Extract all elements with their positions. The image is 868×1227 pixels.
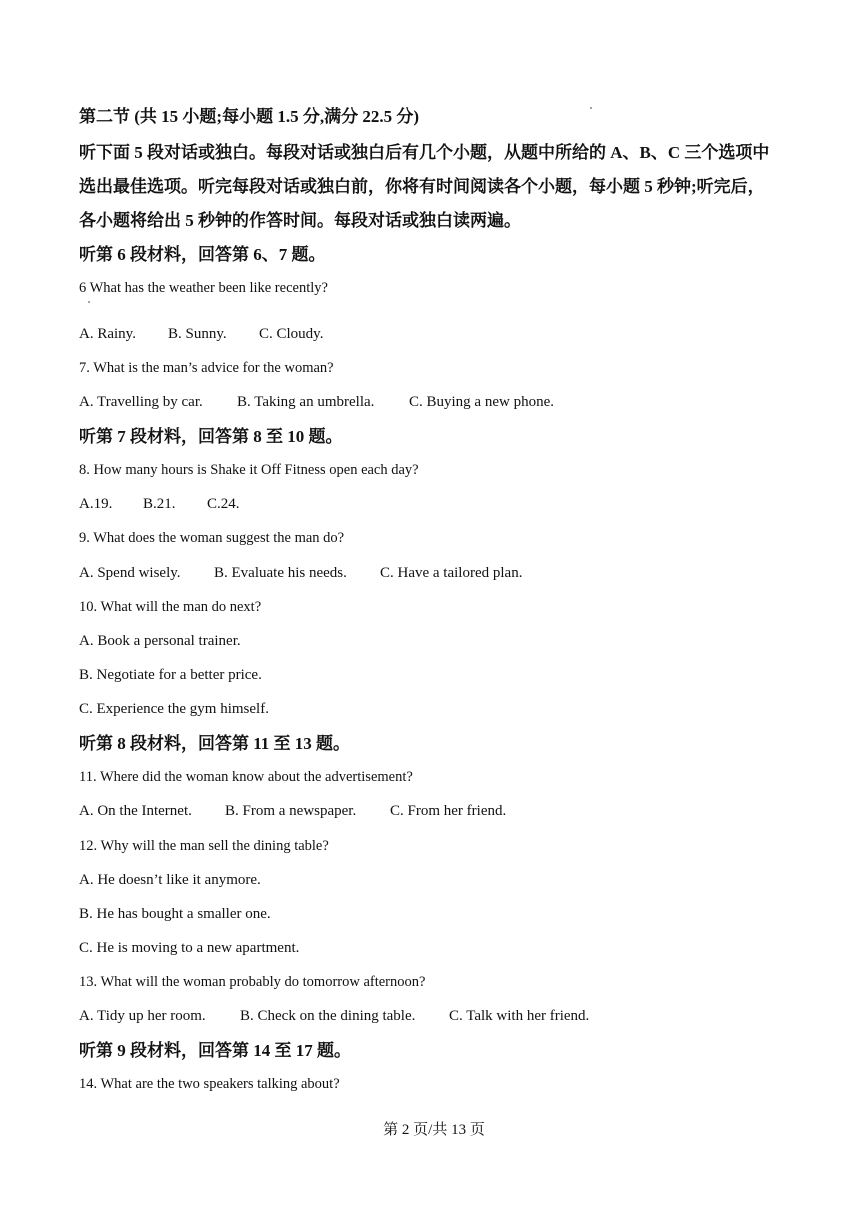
option: A. Book a personal trainer.: [79, 633, 241, 649]
question-text: 11. Where did the woman know about the advertisement?: [79, 769, 413, 785]
options-row: [79, 802, 506, 820]
scan-speck: [88, 301, 90, 303]
option: A. Tidy up her room.: [79, 1008, 206, 1024]
option: A. On the Internet.: [79, 803, 192, 819]
instructions-line-3: 各小题将给出 5 秒钟的作答时间。每段对话或独白读两遍。: [79, 211, 521, 230]
option: A. Travelling by car.: [79, 394, 203, 410]
option: B. Negotiate for a better price.: [79, 667, 262, 683]
option: B. Taking an umbrella.: [237, 394, 375, 410]
option: B. Check on the dining table.: [240, 1008, 416, 1024]
section-title: 第二节 (共 15 小题;每小题 1.5 分,满分 22.5 分): [79, 107, 419, 126]
question-text: 9. What does the woman suggest the man do?: [79, 530, 345, 546]
question-text: 12. Why will the man sell the dining table?: [79, 838, 329, 854]
page-footer: 第 2 页/共 13 页: [383, 1122, 485, 1138]
option: B. Sunny.: [168, 326, 227, 342]
option: A. Spend wisely.: [79, 565, 181, 581]
option: B. He has bought a smaller one.: [79, 906, 271, 922]
group-heading: 听第 8 段材料，回答第 11 至 13 题。: [79, 734, 351, 753]
group-heading: 听第 9 段材料，回答第 14 至 17 题。: [79, 1041, 351, 1060]
options-row: [79, 564, 522, 582]
option: B.21.: [143, 496, 176, 512]
question-text: 14. What are the two speakers talking about?: [79, 1076, 340, 1092]
options-row: [79, 1007, 589, 1025]
option: A.19.: [79, 496, 113, 512]
option: A. Rainy.: [79, 326, 136, 342]
option: C. Experience the gym himself.: [79, 701, 269, 717]
options-row: [79, 393, 554, 411]
group-heading: 听第 6 段材料，回答第 6、7 题。: [79, 245, 326, 264]
option: B. Evaluate his needs.: [214, 565, 347, 581]
option: C. He is moving to a new apartment.: [79, 940, 300, 956]
question-text: 8. How many hours is Shake it Off Fitness open each day?: [79, 462, 419, 478]
option: B. From a newspaper.: [225, 803, 357, 819]
instructions-line-1: 听下面 5 段对话或独白。每段对话或独白后有几个小题，从题中所给的 A、B、C 三个选项中: [79, 143, 770, 162]
options-row: [79, 495, 240, 513]
option: C. Buying a new phone.: [409, 394, 554, 410]
instructions-line-2: 选出最佳选项。听完每段对话或独白前，你将有时间阅读各个小题，每小题 5 秒钟;听完后，: [79, 177, 765, 196]
question-text: 6 What has the weather been like recently?: [79, 280, 328, 296]
question-text: 7. What is the man’s advice for the woman?: [79, 360, 334, 376]
question-text: 10. What will the man do next?: [79, 599, 262, 615]
options-row: [79, 325, 323, 343]
group-heading: 听第 7 段材料，回答第 8 至 10 题。: [79, 427, 343, 446]
question-text: 13. What will the woman probably do tomorrow afternoon?: [79, 974, 426, 990]
scan-speck: [590, 107, 592, 109]
option: A. He doesn’t like it anymore.: [79, 872, 261, 888]
option: C.24.: [207, 496, 240, 512]
option: C. From her friend.: [390, 803, 507, 819]
option: C. Have a tailored plan.: [380, 565, 523, 581]
option: C. Cloudy.: [259, 326, 324, 342]
option: C. Talk with her friend.: [449, 1008, 590, 1024]
